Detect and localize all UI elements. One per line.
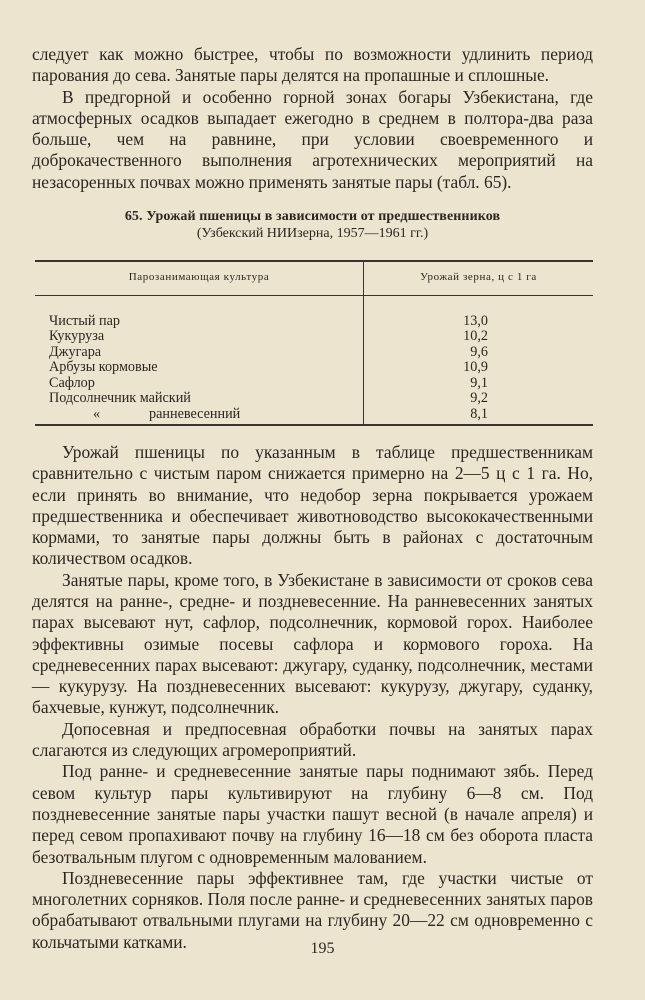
table-row bbox=[35, 329, 593, 344]
crop-cell: Подсолнечник майский bbox=[35, 391, 364, 406]
paragraph: Занятые пары, кроме того, в Узбекистане в зависимости от сроков сева делятся на ранне-, средне- и поздневесенние. На ранневесенних занятых парах высевают нут, сафлор, подсолнечник, кормовой горох. Наиболее эффективны озимые посевы сафлора и кормового гороха. На средневесенних парах высевают: джугару, суданку, подсолнечник, местами — кукурузу. На поздневесенних высевают: кукурузу, джугару, суданку, бахчевые, кунжут, подсолнечник. bbox=[32, 569, 593, 718]
crop-cell: Сафлор bbox=[35, 376, 364, 391]
table-row bbox=[35, 407, 593, 425]
crop-name: ранневесенний bbox=[149, 405, 241, 422]
yield-cell: 13,0 bbox=[463, 313, 488, 330]
table-header-row bbox=[35, 261, 593, 296]
yield-cell: 8,1 bbox=[364, 407, 594, 425]
page-number: 195 bbox=[310, 940, 335, 957]
table-subtitle: (Узбекский НИИзерна, 1957—1961 гг.) bbox=[196, 226, 429, 242]
yield-cell: 9,6 bbox=[470, 343, 488, 360]
yield-cell: 10,2 bbox=[463, 328, 488, 345]
table-title: 65. Урожай пшеницы в зависимости от предшественников bbox=[124, 209, 501, 225]
paragraph: Поздневесенние пары эффективнее там, где участки чистые от многолетних сорняков. Поля после ранне- и средневесенних занятых паров обрабатывают отвальными плугами на глубину 20—22 см одновременно с кольчатыми катками. bbox=[32, 867, 593, 952]
crop-cell bbox=[35, 407, 364, 425]
ditto-mark: « bbox=[93, 405, 101, 422]
crop-cell: Арбузы кормовые bbox=[35, 360, 364, 375]
paragraph: Под ранне- и средневесенние занятые пары поднимают зябь. Перед севом культур пары культивируют на глубину 6—8 см. Под поздневесенние занятые пары участки пашут весной (в начале апреля) и перед севом пропахивают почву на глубину 16—18 см без оборота пласта безотвальным плугом с одновременным малованием. bbox=[32, 761, 593, 867]
table-row bbox=[35, 376, 593, 391]
table-row bbox=[35, 360, 593, 375]
table-row bbox=[35, 391, 593, 406]
column-header-crop: Парозанимающая культура bbox=[35, 261, 364, 296]
crop-cell: Чистый пар bbox=[35, 314, 364, 329]
yield-cell: 9,1 bbox=[470, 374, 488, 391]
yield-cell: 9,2 bbox=[470, 390, 488, 407]
table-caption bbox=[32, 208, 593, 242]
paragraph: следует как можно быстрее, чтобы по возможности удлинить период парования до сева. Занятые пары делятся на пропашные и сплошные. bbox=[32, 44, 593, 86]
yield-cell: 10,9 bbox=[463, 359, 488, 376]
crop-cell: Кукуруза bbox=[35, 329, 364, 344]
yield-table bbox=[35, 260, 593, 426]
table-row bbox=[35, 345, 593, 360]
paragraph: Допосевная и предпосевная обработки почвы на занятых парах слагаются из следующих агромероприятий. bbox=[32, 718, 593, 761]
paragraph: Урожай пшеницы по указанным в таблице предшественникам сравнительно с чистым паром снижается примерно на 2—5 ц с 1 га. Но, если принять во внимание, что недобор зерна покрывается урожаем предшественника и обеспечивает животноводство высококачественными кормами, то занятые пары должны быть в районах с достаточным количеством осадков. bbox=[32, 441, 593, 569]
paragraph: В предгорной и особенно горной зонах богары Узбекистана, где атмосферных осадков выпадает ежегодно в среднем в полтора-два раза больше, чем на равнине, при условии своевременного и доброкачественного выполнения агротехнических мероприятий на незасоренных почвах можно применять занятые пары (табл. 65). bbox=[32, 86, 593, 192]
table-row bbox=[35, 314, 593, 329]
column-header-yield: Урожай зерна, ц с 1 га bbox=[364, 261, 594, 296]
crop-cell: Джугара bbox=[35, 345, 364, 360]
